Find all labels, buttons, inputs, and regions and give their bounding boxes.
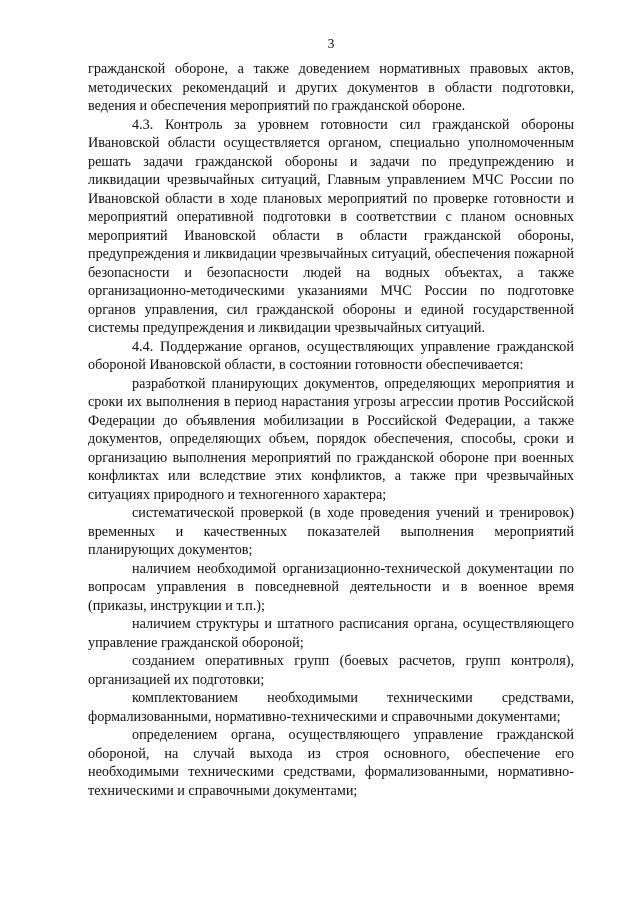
paragraph-continuation: гражданской обороне, а также доведением нормативных правовых актов, методических рекомендаций и других документов в области подготовки, ведения и обеспечения мероприятий по гражданской обороне. <box>88 61 574 114</box>
list-item-operational-groups: созданием оперативных групп (боевых расчетов, групп контроля), организацией их подготовки; <box>88 653 574 688</box>
list-item-planning-documents: разработкой планирующих документов, определяющих мероприятия и сроки их выполнения в период нарастания угрозы агрессии против Российской Федерации до объявления мобилизации в Российской Федерации, а также документов, определяющих объем, порядок обеспечения, способы, сроки и организацию выполнения мероприятий по гражданской обороне при военных конфликтах или вследствие этих конфликтов, а также при чрезвычайных ситуациях природного и техногенного характера; <box>88 375 574 503</box>
paragraph-4-4: 4.4. Поддержание органов, осуществляющих управление гражданской обороной Ивановской области, в состоянии готовности обеспечивается: <box>88 338 574 373</box>
list-item-equipment: комплектованием необходимыми техническими средствами, формализованными, нормативно-техническими и справочными документами; <box>88 690 574 725</box>
list-item-documentation: наличием необходимой организационно-технической документации по вопросам управления в повседневной деятельности и в военное время (приказы, инструкции и т.п.); <box>88 560 574 614</box>
page-number: 3 <box>327 36 335 51</box>
paragraph-4-3: 4.3. Контроль за уровнем готовности сил гражданской обороны Ивановской области осуществляется органом, специально уполномоченным решать задачи гражданской обороны и задачи по предупреждению и ликвидации чрезвычайных ситуаций, Главным управлением МЧС России по Ивановской области в ходе плановых мероприятий по проверке готовности и мероприятий оперативной подготовки в соответствии с планом основных мероприятий Ивановской области в области гражданской обороны, предупреждения и ликвидации чрезвычайных ситуаций, обеспечения пожарной безопасности и безопасности людей на водных объектах, а также организационно-методическими указаниями МЧС России по подготовке органов управления, сил гражданской обороны и единой государственной системы предупреждения и ликвидации чрезвычайных ситуаций. <box>88 116 574 336</box>
list-item-systematic-check: систематической проверкой (в ходе проведения учений и тренировок) временных и качественных показателей выполнения мероприятий планирующих документов; <box>88 505 574 558</box>
list-item-backup-body: определением органа, осуществляющего управление гражданской обороной, на случай выхода из строя основного, обеспечение его необходимыми техническими средствами, формализованными, нормативно-техническими и справочными документами; <box>88 727 574 799</box>
list-item-structure: наличием структуры и штатного расписания органа, осуществляющего управление гражданской обороной; <box>88 616 574 651</box>
document-page <box>88 36 574 800</box>
